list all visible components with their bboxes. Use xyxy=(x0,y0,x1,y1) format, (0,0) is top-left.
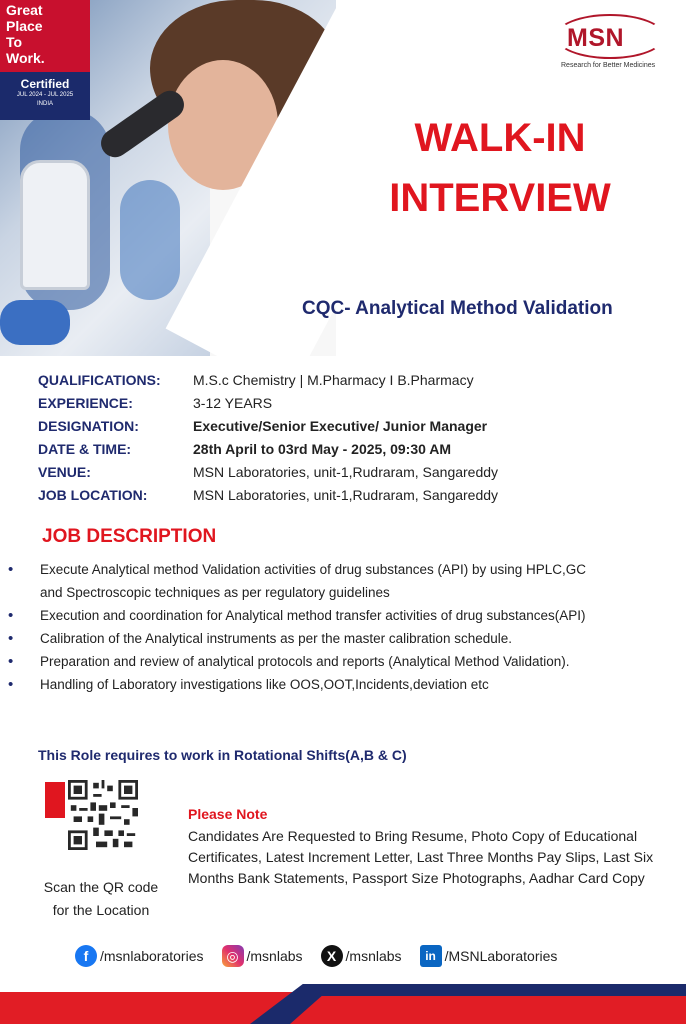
badge-country: INDIA xyxy=(36,101,53,107)
list-item: • Preparation and review of analytical protocols and reports (Analytical Method Validation). xyxy=(8,650,608,673)
badge-certified-box xyxy=(0,72,90,120)
headline xyxy=(370,108,630,228)
logo-name: MSN xyxy=(567,24,625,52)
position-title: CQC- Analytical Method Validation xyxy=(302,298,613,319)
social-links xyxy=(75,945,557,967)
info-value: Executive/Senior Executive/ Junior Manager xyxy=(193,418,488,434)
note-text: Candidates Are Requested to Bring Resume, Photo Copy of Educational Certificates, Latest Increment Letter, Last Three Months Pay Slips, Last Six Months Bank Statements, Passport Size Photographs, Aadhar Card Copy xyxy=(188,828,654,886)
msn-logo xyxy=(555,14,670,74)
x-link[interactable] xyxy=(321,945,402,967)
instagram-link[interactable] xyxy=(222,945,303,967)
info-label: DATE & TIME: xyxy=(38,441,132,457)
qr-caption xyxy=(38,876,164,922)
list-item: • Handling of Laboratory investigations like OOS,OOT,Incidents,deviation etc xyxy=(8,673,608,696)
info-value: M.S.c Chemistry | M.Pharmacy I B.Pharmacy xyxy=(193,372,474,388)
info-value: MSN Laboratories, unit-1,Rudraram, Sangareddy xyxy=(193,487,499,503)
headline-line2: INTERVIEW xyxy=(389,176,611,220)
headline-line1: WALK-IN xyxy=(414,116,586,160)
facebook-handle: /msnlaboratories xyxy=(100,948,204,964)
info-row xyxy=(38,416,668,439)
info-row xyxy=(38,439,668,462)
info-value: 3-12 YEARS xyxy=(193,395,273,411)
badge-period: JUL 2024 - JUL 2025 xyxy=(16,92,74,98)
info-label: VENUE: xyxy=(38,464,91,480)
shift-note: This Role requires to work in Rotational Shifts(A,B & C) xyxy=(38,747,407,763)
info-row xyxy=(38,393,668,416)
qr-caption-line: for the Location xyxy=(52,902,150,918)
logo-tagline: Research for Better Medicines xyxy=(561,62,656,69)
job-description-list xyxy=(8,558,608,696)
background-blur xyxy=(120,180,180,300)
note-heading: Please Note xyxy=(188,806,268,822)
linkedin-handle: /MSNLaboratories xyxy=(444,948,558,964)
x-icon: X xyxy=(321,945,343,967)
facebook-link[interactable] xyxy=(75,945,204,967)
microscope-body xyxy=(20,160,90,290)
badge-line: Great xyxy=(6,2,43,18)
info-value: MSN Laboratories, unit-1,Rudraram, Sangareddy xyxy=(193,464,499,480)
qr-caption-line: Scan the QR code xyxy=(43,879,159,895)
badge-line: To xyxy=(6,34,23,50)
blue-glove xyxy=(0,300,70,345)
facebook-icon: f xyxy=(75,945,97,967)
job-info-table xyxy=(38,370,668,508)
qr-accent-bar xyxy=(45,782,65,818)
job-description-heading: JOB DESCRIPTION xyxy=(42,526,217,547)
x-handle: /msnlabs xyxy=(345,948,402,964)
instagram-icon: ◎ xyxy=(222,945,244,967)
badge-line: Place xyxy=(6,18,43,34)
linkedin-icon: in xyxy=(420,945,442,967)
badge-certified: Certified xyxy=(20,77,70,91)
info-label: EXPERIENCE: xyxy=(38,395,133,411)
list-item: • Calibration of the Analytical instruments as per the master calibration schedule. xyxy=(8,627,608,650)
list-item: • Execution and coordination for Analytical method transfer activities of drug substances(API) xyxy=(8,604,608,627)
qr-code-icon[interactable] xyxy=(65,780,141,850)
info-value: 28th April to 03rd May - 2025, 09:30 AM xyxy=(193,441,452,457)
info-row xyxy=(38,485,668,508)
instagram-handle: /msnlabs xyxy=(246,948,303,964)
info-label: DESIGNATION: xyxy=(38,418,139,434)
info-row xyxy=(38,462,668,485)
linkedin-link[interactable] xyxy=(420,945,558,967)
info-label: QUALIFICATIONS: xyxy=(38,372,161,388)
qr-code-block[interactable] xyxy=(45,780,145,860)
info-row xyxy=(38,370,668,393)
badge-line: Work. xyxy=(6,50,45,66)
great-place-to-work-badge xyxy=(0,0,90,120)
footer-band-red xyxy=(290,996,686,1024)
info-label: JOB LOCATION: xyxy=(38,487,148,503)
list-item: • Execute Analytical method Validation activities of drug substances (API) by using HPLC,GC and Spectroscopic techniques as per regulatory guidelines xyxy=(8,558,608,604)
